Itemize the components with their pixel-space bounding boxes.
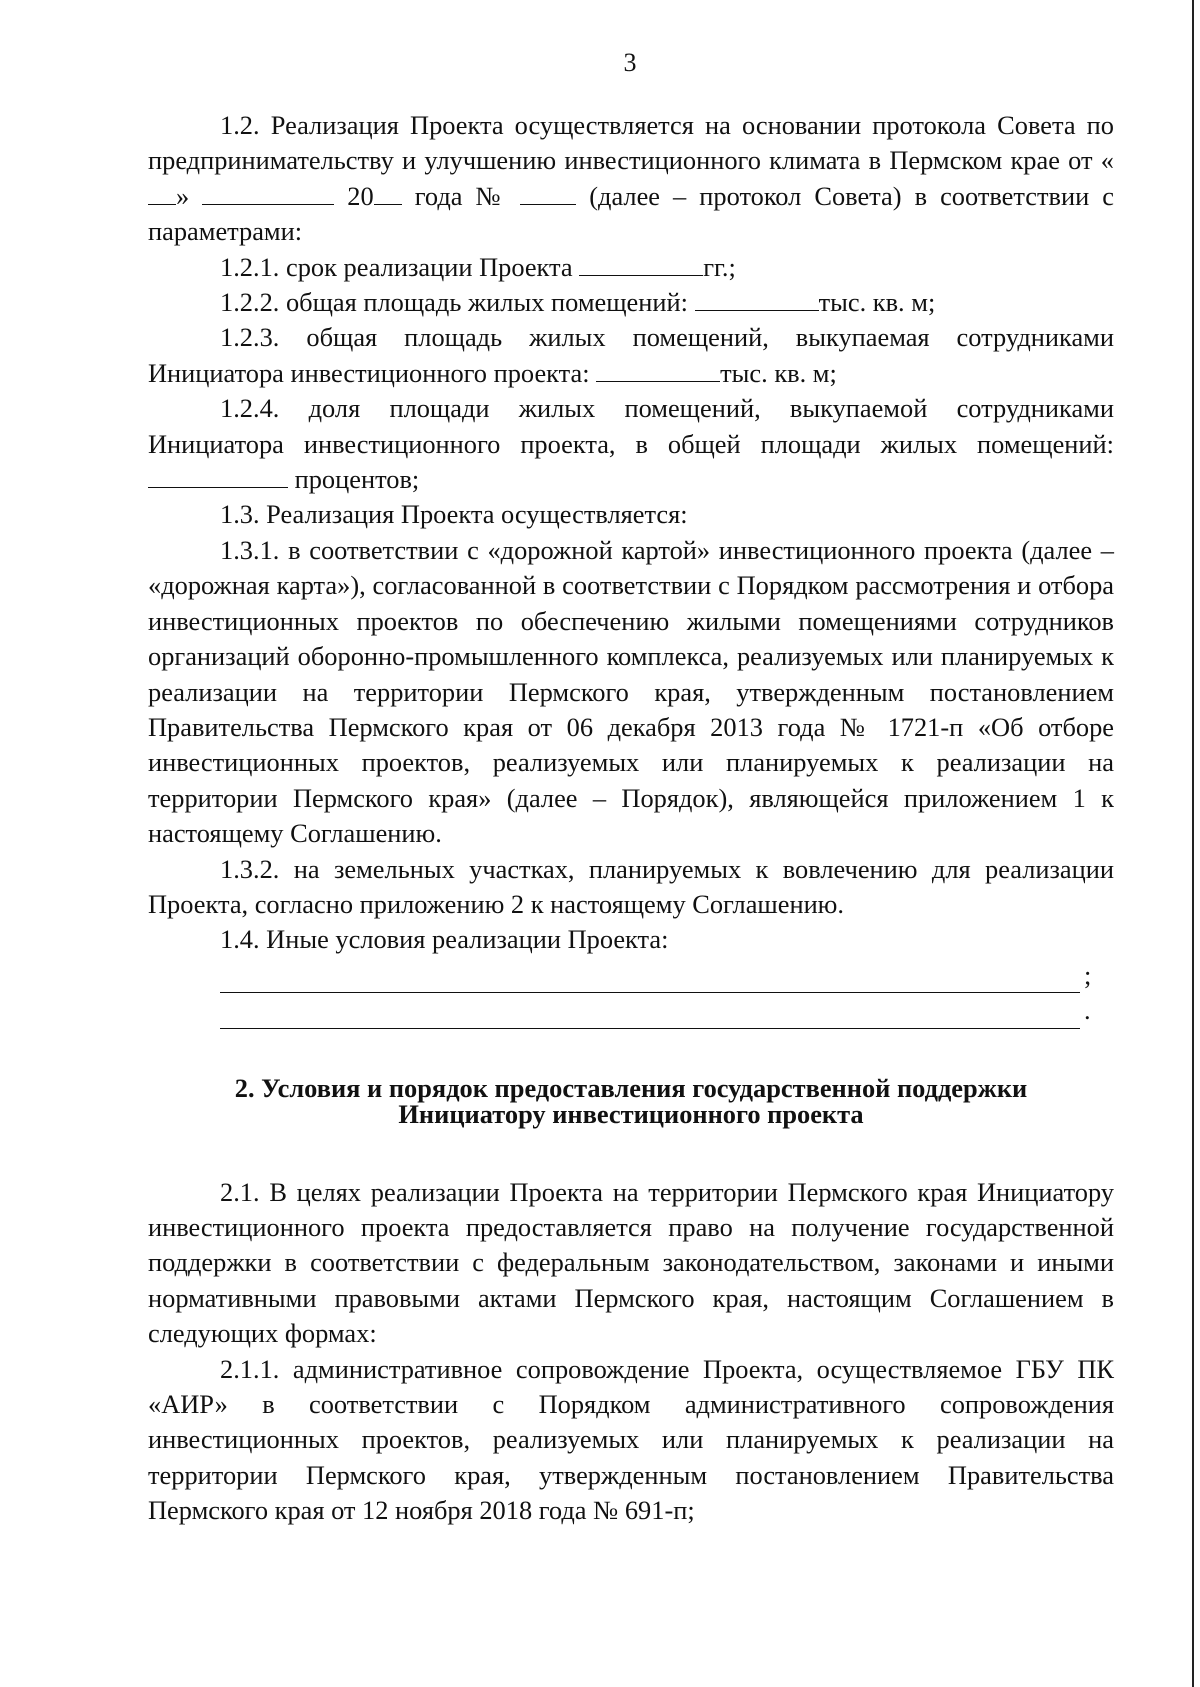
paragraph-1-2-3: 1.2.3. общая площадь жилых помещений, выкупаемая сотрудниками Инициатора инвестиционного проекта: тыс. кв. м; — [148, 322, 1114, 388]
paragraph-1-2-1: 1.2.1. срок реализации Проекта гг.; — [220, 251, 736, 282]
paragraph-2-1: 2.1. В целях реализации Проекта на территории Пермского края Инициатору инвестиционного проекта предоставляется право на получение государственной поддержки в соответствии с федеральным законодательством, законами и иными нормативными правовыми актами Пермского края, настоящим Соглашением в следующих формах: — [148, 1176, 1114, 1349]
paragraph-1-3-2: 1.3.2. на земельных участках, планируемых к вовлечению для реализации Проекта, согласно приложению 2 к настоящему Соглашению. — [148, 853, 1114, 919]
fill-line-2: . — [148, 993, 1114, 1028]
blank-line — [220, 968, 1080, 993]
document-body — [148, 108, 1114, 1529]
paragraph-1-2-2: 1.2.2. общая площадь жилых помещений: тыс. кв. м; — [220, 287, 936, 318]
paragraph-1-2: 1.2. Реализация Проекта осуществляется на основании протокола Совета по предпринимательству и улучшению инвестиционного климата в Пермском крае от «» 20 года № (далее – протокол Совета) в соответствии с параметрами: — [148, 110, 1114, 247]
blank-area-employees — [596, 357, 720, 382]
paragraph-1-3-1: 1.3.1. в соответствии с «дорожной картой» инвестиционного проекта (далее – «дорожная карта»), согласованной в соответствии с Порядком рассмотрения и отбора инвестиционных проектов по обеспечению жилыми помещениями сотрудников организаций оборонно-промышленного комплекса, реализуемых или планируемых к реализации на территории Пермского края, утвержденным постановлением Правительства Пермского края от 06 декабря 2013 года № 1721-п «Об отборе инвестиционных проектов, реализуемых или планируемых к реализации на территории Пермского края» (далее – Порядок), являющейся приложением 1 к настоящему Соглашению. — [148, 534, 1114, 849]
paragraph-2-1-1: 2.1.1. административное сопровождение Проекта, осуществляемое ГБУ ПК «АИР» в соответствии с Порядком административного сопровождения инвестиционных проектов, реализуемых или планируемых к реализации на территории Пермского края, утвержденным постановлением Правительства Пермского края от 12 ноября 2018 года № 691-п; — [148, 1353, 1114, 1526]
blank-area — [695, 286, 819, 311]
section-2-heading: 2. Условия и порядок предоставления государственной поддержки Инициатору инвестиционного проекта — [234, 1072, 1028, 1129]
blank-term — [579, 251, 703, 276]
blank-line — [220, 1004, 1080, 1029]
blank-day — [148, 180, 176, 205]
blank-month — [202, 180, 334, 205]
fill-line-1: ; — [148, 958, 1114, 993]
paragraph-1-3: 1.3. Реализация Проекта осуществляется: — [220, 499, 688, 530]
page-number: 3 — [623, 48, 637, 77]
blank-share — [148, 463, 288, 488]
paragraph-1-4: 1.4. Иные условия реализации Проекта: — [220, 924, 669, 955]
blank-number — [520, 180, 576, 205]
blank-year — [374, 180, 402, 205]
paragraph-1-2-4: 1.2.4. доля площади жилых помещений, выкупаемой сотрудниками Инициатора инвестиционного проекта, в общей площади жилых помещений: процентов; — [148, 393, 1114, 495]
scan-edge — [1192, 0, 1194, 1687]
